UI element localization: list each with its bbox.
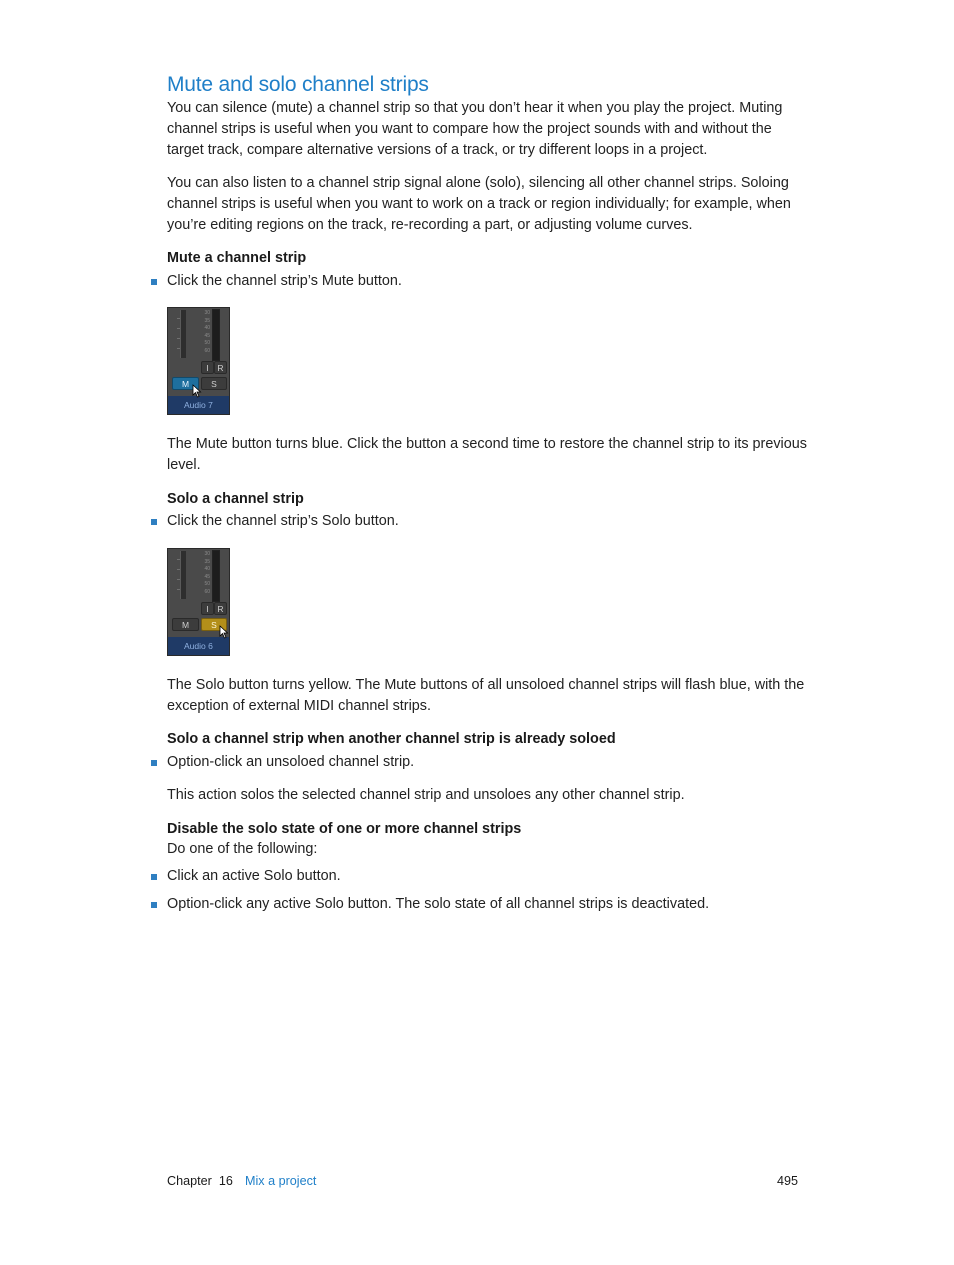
fader-tick bbox=[177, 338, 180, 339]
solo-heading: Solo a channel strip bbox=[167, 491, 304, 507]
solo-channel-strip-image bbox=[167, 548, 230, 656]
fader-tick bbox=[177, 569, 180, 570]
fader-tick bbox=[177, 348, 180, 349]
fader-track bbox=[180, 551, 186, 599]
fader-track bbox=[180, 310, 186, 358]
solo-step: Click the channel strip’s Solo button. bbox=[167, 513, 399, 529]
bullet-icon bbox=[151, 902, 157, 908]
disable-heading: Disable the solo state of one or more channel strips bbox=[167, 821, 522, 837]
level-meter bbox=[212, 309, 220, 361]
scale-label: 50 bbox=[204, 581, 210, 587]
bullet-icon bbox=[151, 874, 157, 880]
scale-label: 35 bbox=[204, 317, 210, 324]
solo-another-step: Option-click an unsoloed channel strip. bbox=[167, 754, 415, 770]
input-monitor-button[interactable]: I bbox=[201, 602, 214, 615]
chapter-title-link[interactable]: Mix a project bbox=[245, 1174, 317, 1188]
mute-heading: Mute a channel strip bbox=[167, 250, 307, 266]
scale-label: 45 bbox=[204, 573, 210, 580]
track-name-bar: Audio 7 bbox=[168, 396, 229, 414]
mute-result: The Mute button turns blue. Click the button a second time to restore the channel strip to its previous level. bbox=[167, 436, 807, 473]
fader-tick bbox=[177, 559, 180, 560]
scale-label: 40 bbox=[204, 566, 210, 572]
fader-tick bbox=[177, 579, 180, 580]
disable-step-1: Click an active Solo button. bbox=[167, 868, 341, 884]
solo-another-result: This action solos the selected channel strip and unsoloes any other channel strip. bbox=[167, 787, 685, 803]
input-monitor-button[interactable]: I bbox=[201, 361, 214, 374]
scale-label: 40 bbox=[204, 325, 210, 331]
solo-result: The Solo button turns yellow. The Mute buttons of all unsoloed channel strips will flash blue, with the exception of external MIDI channel strips. bbox=[167, 677, 805, 714]
mute-channel-strip-image bbox=[167, 307, 230, 415]
bullet-icon bbox=[151, 279, 157, 285]
scale-label: 30 bbox=[204, 310, 210, 316]
mouse-pointer-icon bbox=[192, 384, 202, 398]
footer-chapter bbox=[167, 1174, 233, 1188]
mute-step: Click the channel strip’s Mute button. bbox=[167, 273, 402, 289]
scale-label: 35 bbox=[204, 558, 210, 565]
scale-label: 30 bbox=[204, 551, 210, 557]
mute-button[interactable]: M bbox=[172, 377, 199, 390]
scale-label: 60 bbox=[204, 347, 210, 354]
disable-step-2: Option-click any active Solo button. The solo state of all channel strips is deactivated. bbox=[167, 896, 710, 912]
meter-scale bbox=[196, 551, 210, 596]
scale-label: 50 bbox=[204, 340, 210, 346]
solo-button[interactable]: S bbox=[201, 618, 227, 631]
intro-paragraph-1: You can silence (mute) a channel strip so that you don’t hear it when you play the project. Muting channel strips is useful when you want to compare how the project sounds with and without the target track, compare alternative versions of a track, or try different loops in a project. bbox=[167, 100, 783, 158]
record-enable-button[interactable]: R bbox=[214, 602, 227, 615]
intro-paragraph-2: You can also listen to a channel strip signal alone (solo), silencing all other channel strips. Soloing channel strips is useful when you want to work on a track or region individually; for example, when you’re editing regions on the track, re-recording a part, or adjusting volume curves. bbox=[167, 175, 791, 233]
scale-label: 45 bbox=[204, 332, 210, 339]
fader-tick bbox=[177, 589, 180, 590]
bullet-icon bbox=[151, 519, 157, 525]
chapter-label: Chapter bbox=[167, 1174, 212, 1188]
record-enable-button[interactable]: R bbox=[214, 361, 227, 374]
level-meter bbox=[212, 550, 220, 602]
mouse-pointer-icon bbox=[219, 625, 229, 639]
mute-button[interactable]: M bbox=[172, 618, 199, 631]
fader-tick bbox=[177, 318, 180, 319]
meter-scale bbox=[196, 310, 210, 355]
page-number: 495 bbox=[777, 1174, 799, 1188]
solo-button[interactable]: S bbox=[201, 377, 227, 390]
solo-another-heading: Solo a channel strip when another channel strip is already soloed bbox=[167, 731, 616, 747]
section-title: Mute and solo channel strips bbox=[167, 73, 429, 96]
track-name-bar: Audio 6 bbox=[168, 637, 229, 655]
scale-label: 60 bbox=[204, 588, 210, 595]
fader-tick bbox=[177, 328, 180, 329]
bullet-icon bbox=[151, 760, 157, 766]
chapter-number: 16 bbox=[218, 1174, 233, 1188]
disable-lead: Do one of the following: bbox=[167, 841, 318, 857]
